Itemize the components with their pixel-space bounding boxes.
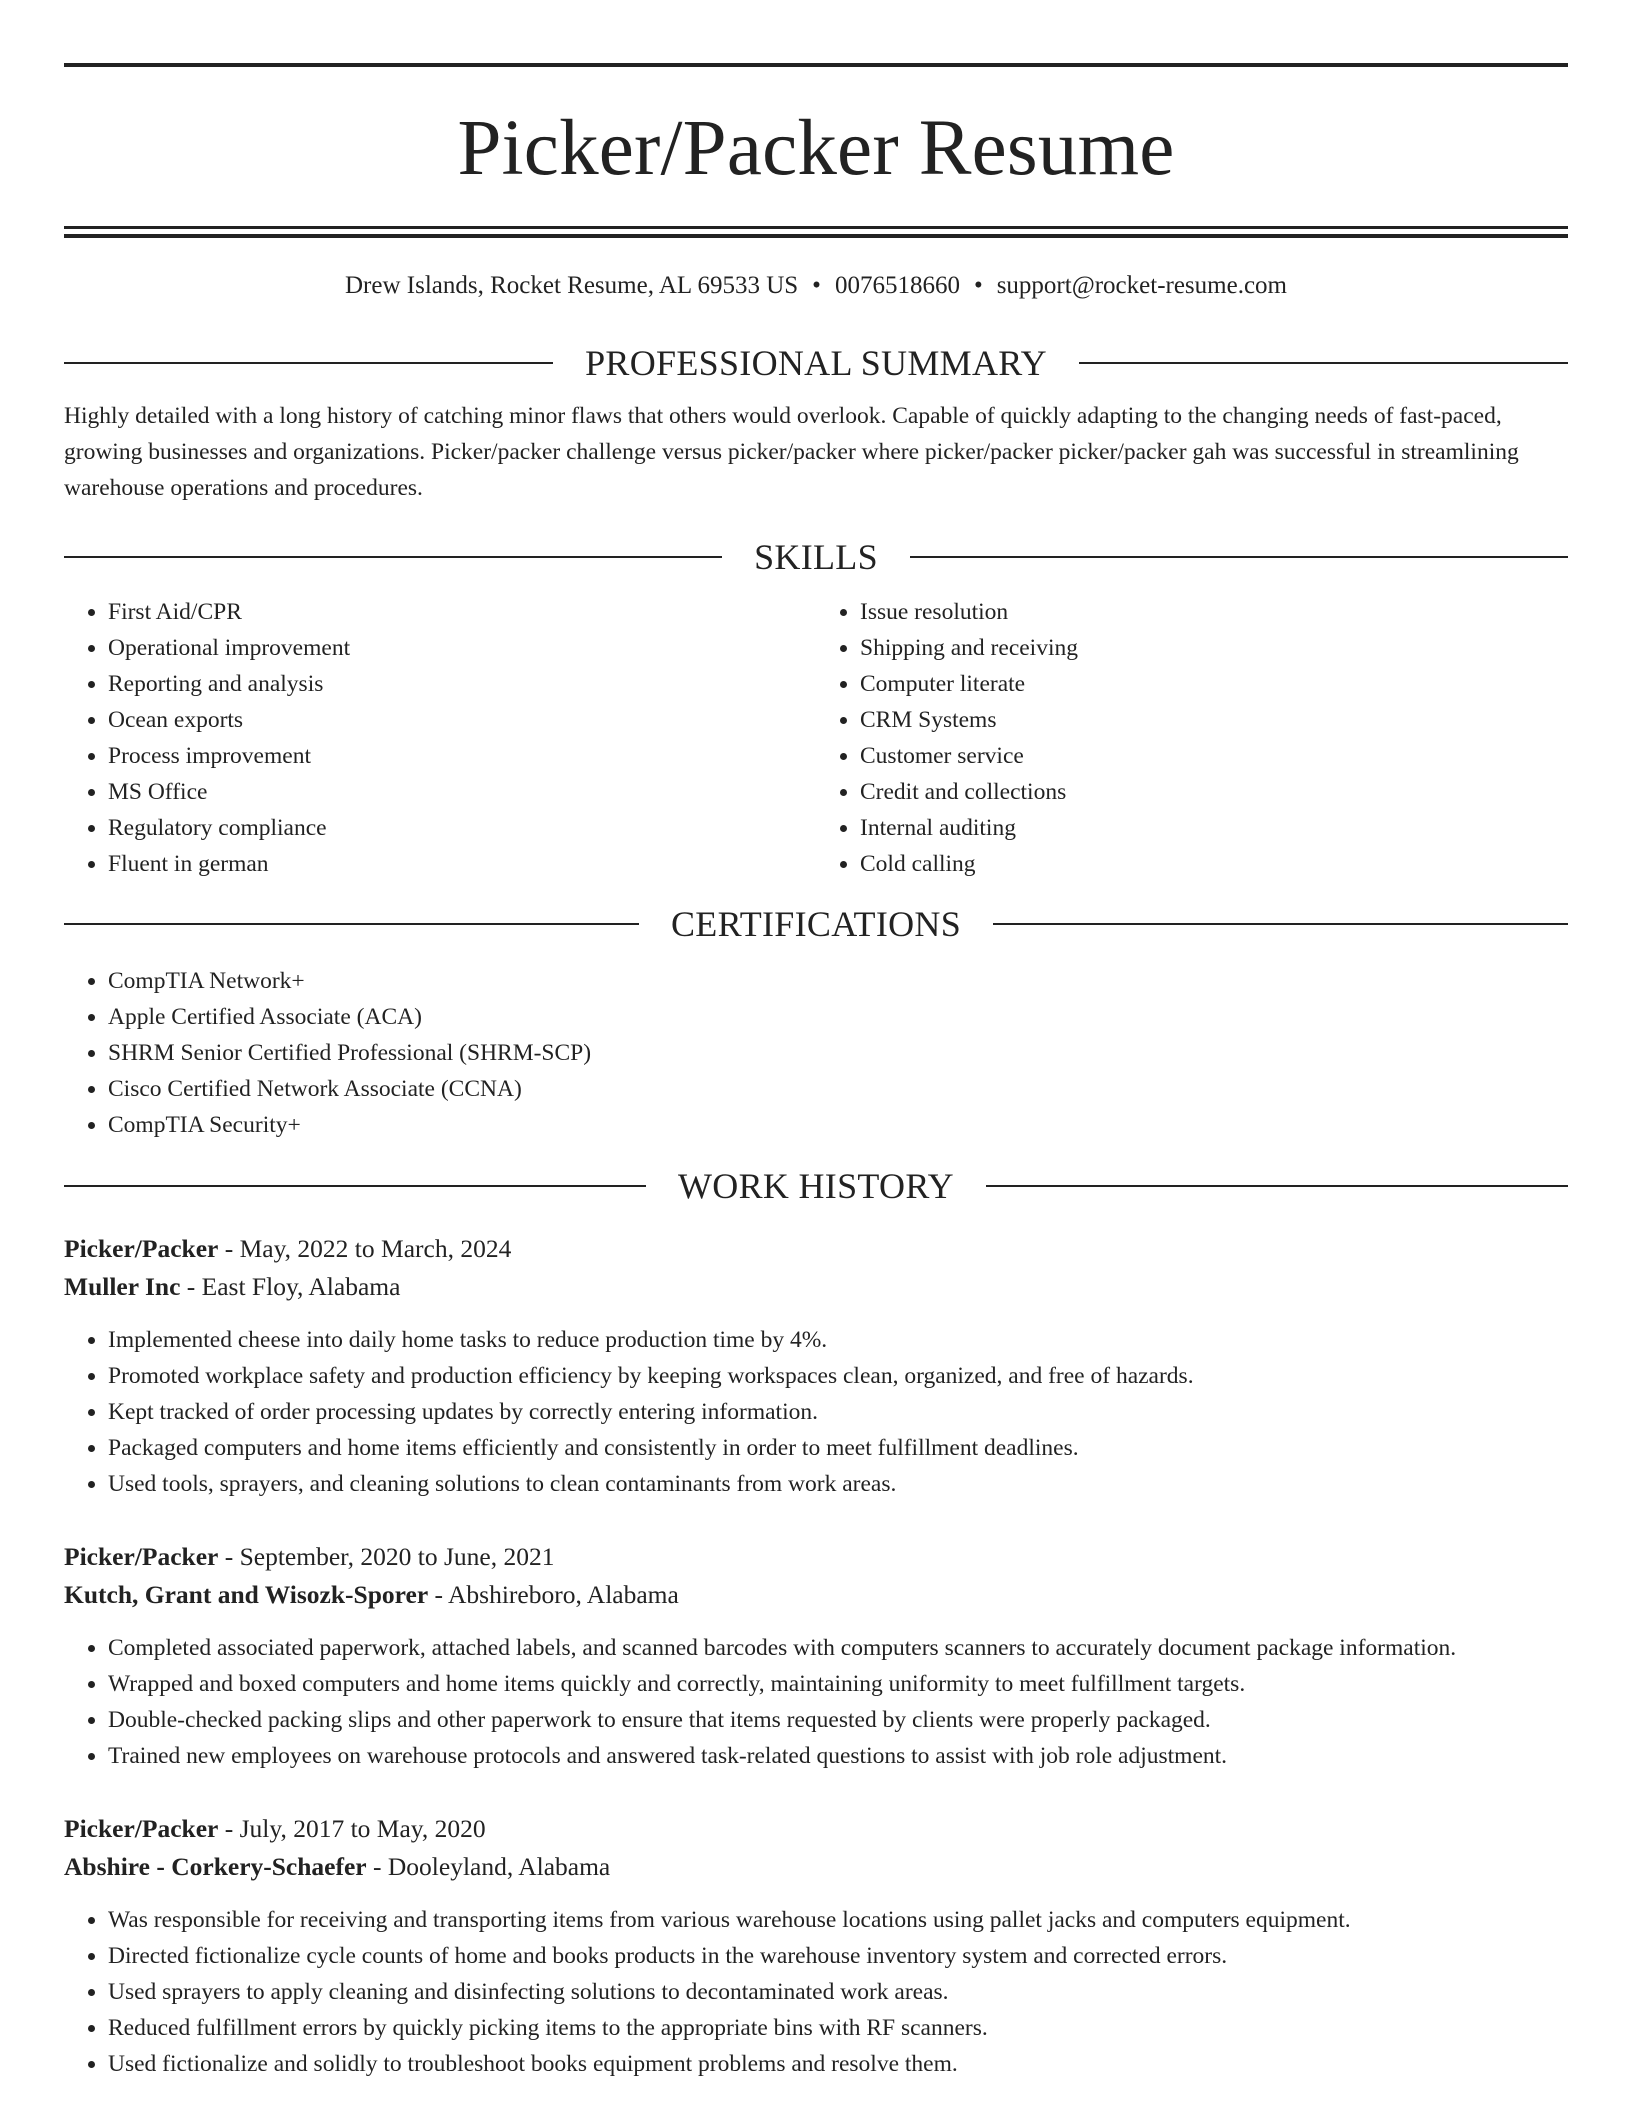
job-bullets <box>64 1902 1568 2082</box>
summary-heading-label: PROFESSIONAL SUMMARY <box>585 343 1047 383</box>
job-title: Picker/Packer <box>64 1234 219 1263</box>
job-bullet: • Used fictionalize and solidly to troubleshoot books equipment problems and resolve them. <box>108 2046 1568 2082</box>
job-bullets <box>64 1630 1568 1774</box>
skill-item: • Operational improvement <box>108 630 816 666</box>
certifications-heading-label: CERTIFICATIONS <box>670 904 962 944</box>
skills-columns <box>64 594 1568 882</box>
skills-left-list <box>64 594 816 882</box>
certification-item: • Cisco Certified Network Associate (CCNA) <box>108 1071 1568 1107</box>
skill-item: • CRM Systems <box>860 702 1568 738</box>
job-bullet: • Trained new employees on warehouse protocols and answered task-related questions to assist with job role adjustment. <box>108 1738 1568 1774</box>
job-location: - East Floy, Alabama <box>180 1272 401 1301</box>
job-company-line <box>64 1268 1568 1306</box>
contact-separator: • <box>812 272 821 299</box>
certification-item: • Apple Certified Associate (ACA) <box>108 999 1568 1035</box>
skill-item: • MS Office <box>108 774 816 810</box>
job-location: - Dooleyland, Alabama <box>366 1852 611 1881</box>
certifications-heading <box>64 904 1568 944</box>
contact-phone: 0076518660 <box>834 272 960 299</box>
heading-rule-left <box>64 1185 646 1187</box>
certification-item: • CompTIA Security+ <box>108 1107 1568 1143</box>
skill-item: • Regulatory compliance <box>108 810 816 846</box>
job-bullets <box>64 1322 1568 1502</box>
work-history-heading-label: WORK HISTORY <box>678 1166 954 1206</box>
title-double-rule <box>64 226 1568 238</box>
job-dates: - May, 2022 to March, 2024 <box>218 1234 512 1263</box>
job-dates: - September, 2020 to June, 2021 <box>218 1542 555 1571</box>
job-entry <box>64 1810 1568 2082</box>
skill-item: • Credit and collections <box>860 774 1568 810</box>
job-bullet: • Promoted workplace safety and production efficiency by keeping workspaces clean, organized, and free of hazards. <box>108 1358 1568 1394</box>
job-company: Kutch, Grant and Wisozk-Sporer <box>64 1580 429 1609</box>
heading-rule-left <box>64 923 639 925</box>
heading-rule-right <box>986 1185 1568 1187</box>
job-dates: - July, 2017 to May, 2020 <box>218 1814 486 1843</box>
job-bullet: • Double-checked packing slips and other paperwork to ensure that items requested by clients were properly packaged. <box>108 1702 1568 1738</box>
job-bullet: • Directed fictionalize cycle counts of home and books products in the warehouse inventory system and corrected errors. <box>108 1938 1568 1974</box>
job-bullet: • Was responsible for receiving and transporting items from various warehouse locations using pallet jacks and computers equipment. <box>108 1902 1568 1938</box>
contact-separator: • <box>973 272 983 299</box>
skill-item: • Process improvement <box>108 738 816 774</box>
skills-heading <box>64 537 1568 577</box>
job-bullet: • Used sprayers to apply cleaning and disinfecting solutions to decontaminated work areas. <box>108 1974 1568 2010</box>
job-title-line <box>64 1810 1568 1848</box>
contact-address: Drew Islands, Rocket Resume, AL 69533 US <box>344 272 799 299</box>
job-location: - Abshireboro, Alabama <box>428 1580 679 1609</box>
resume-title: Picker/Packer Resume <box>457 105 1175 192</box>
certification-item: • SHRM Senior Certified Professional (SHRM-SCP) <box>108 1035 1568 1071</box>
skill-item: • Cold calling <box>860 846 1568 882</box>
job-company: Abshire - Corkery-Schaefer <box>64 1852 367 1881</box>
job-title: Picker/Packer <box>64 1542 219 1571</box>
certification-item: • CompTIA Network+ <box>108 963 1568 999</box>
job-bullet: • Packaged computers and home items efficiently and consistently in order to meet fulfillment deadlines. <box>108 1430 1568 1466</box>
skills-right-list <box>816 594 1568 882</box>
job-company-line <box>64 1848 1568 1886</box>
heading-rule-right <box>993 923 1568 925</box>
skill-item: • First Aid/CPR <box>108 594 816 630</box>
heading-rule-left <box>64 556 722 558</box>
job-title-line <box>64 1538 1568 1576</box>
top-rule <box>64 63 1568 67</box>
resume-page <box>64 0 1568 2082</box>
summary-text: Highly detailed with a long history of catching minor flaws that others would overlook. Capable of quickly adapting to the changing needs of fast-paced, growing businesses and organizations. Picker/packer challenge versus picker/packer where picker/packer picker/packer gah was successful in streamlining warehouse operations and procedures. <box>64 403 1519 501</box>
skill-item: • Internal auditing <box>860 810 1568 846</box>
job-bullet: • Reduced fulfillment errors by quickly picking items to the appropriate bins with RF scanners. <box>108 2010 1568 2046</box>
job-company-line <box>64 1576 1568 1614</box>
certifications-list <box>64 963 1568 1143</box>
heading-rule-left <box>64 362 553 364</box>
skill-item: • Customer service <box>860 738 1568 774</box>
skill-item: • Issue resolution <box>860 594 1568 630</box>
job-bullet: • Completed associated paperwork, attached labels, and scanned barcodes with computers scanners to accurately document package information. <box>108 1630 1568 1666</box>
summary-heading <box>64 343 1568 383</box>
job-entry <box>64 1230 1568 1502</box>
heading-rule-right <box>910 556 1568 558</box>
skill-item: • Reporting and analysis <box>108 666 816 702</box>
job-bullet: • Wrapped and boxed computers and home items quickly and correctly, maintaining uniformity to meet fulfillment targets. <box>108 1666 1568 1702</box>
contact-line <box>64 271 1568 301</box>
job-company: Muller Inc <box>64 1272 181 1301</box>
skill-item: • Fluent in german <box>108 846 816 882</box>
skill-item: • Shipping and receiving <box>860 630 1568 666</box>
job-bullet: • Used tools, sprayers, and cleaning solutions to clean contaminants from work areas. <box>108 1466 1568 1502</box>
contact-email: support@rocket-resume.com <box>996 272 1287 299</box>
job-bullet: • Implemented cheese into daily home tasks to reduce production time by 4%. <box>108 1322 1568 1358</box>
skill-item: • Computer literate <box>860 666 1568 702</box>
job-bullet: • Kept tracked of order processing updates by correctly entering information. <box>108 1394 1568 1430</box>
work-history-heading <box>64 1166 1568 1206</box>
job-entry <box>64 1538 1568 1774</box>
job-title-line <box>64 1230 1568 1268</box>
heading-rule-right <box>1079 362 1568 364</box>
job-title: Picker/Packer <box>64 1814 219 1843</box>
skills-heading-label: SKILLS <box>754 537 878 577</box>
skill-item: • Ocean exports <box>108 702 816 738</box>
